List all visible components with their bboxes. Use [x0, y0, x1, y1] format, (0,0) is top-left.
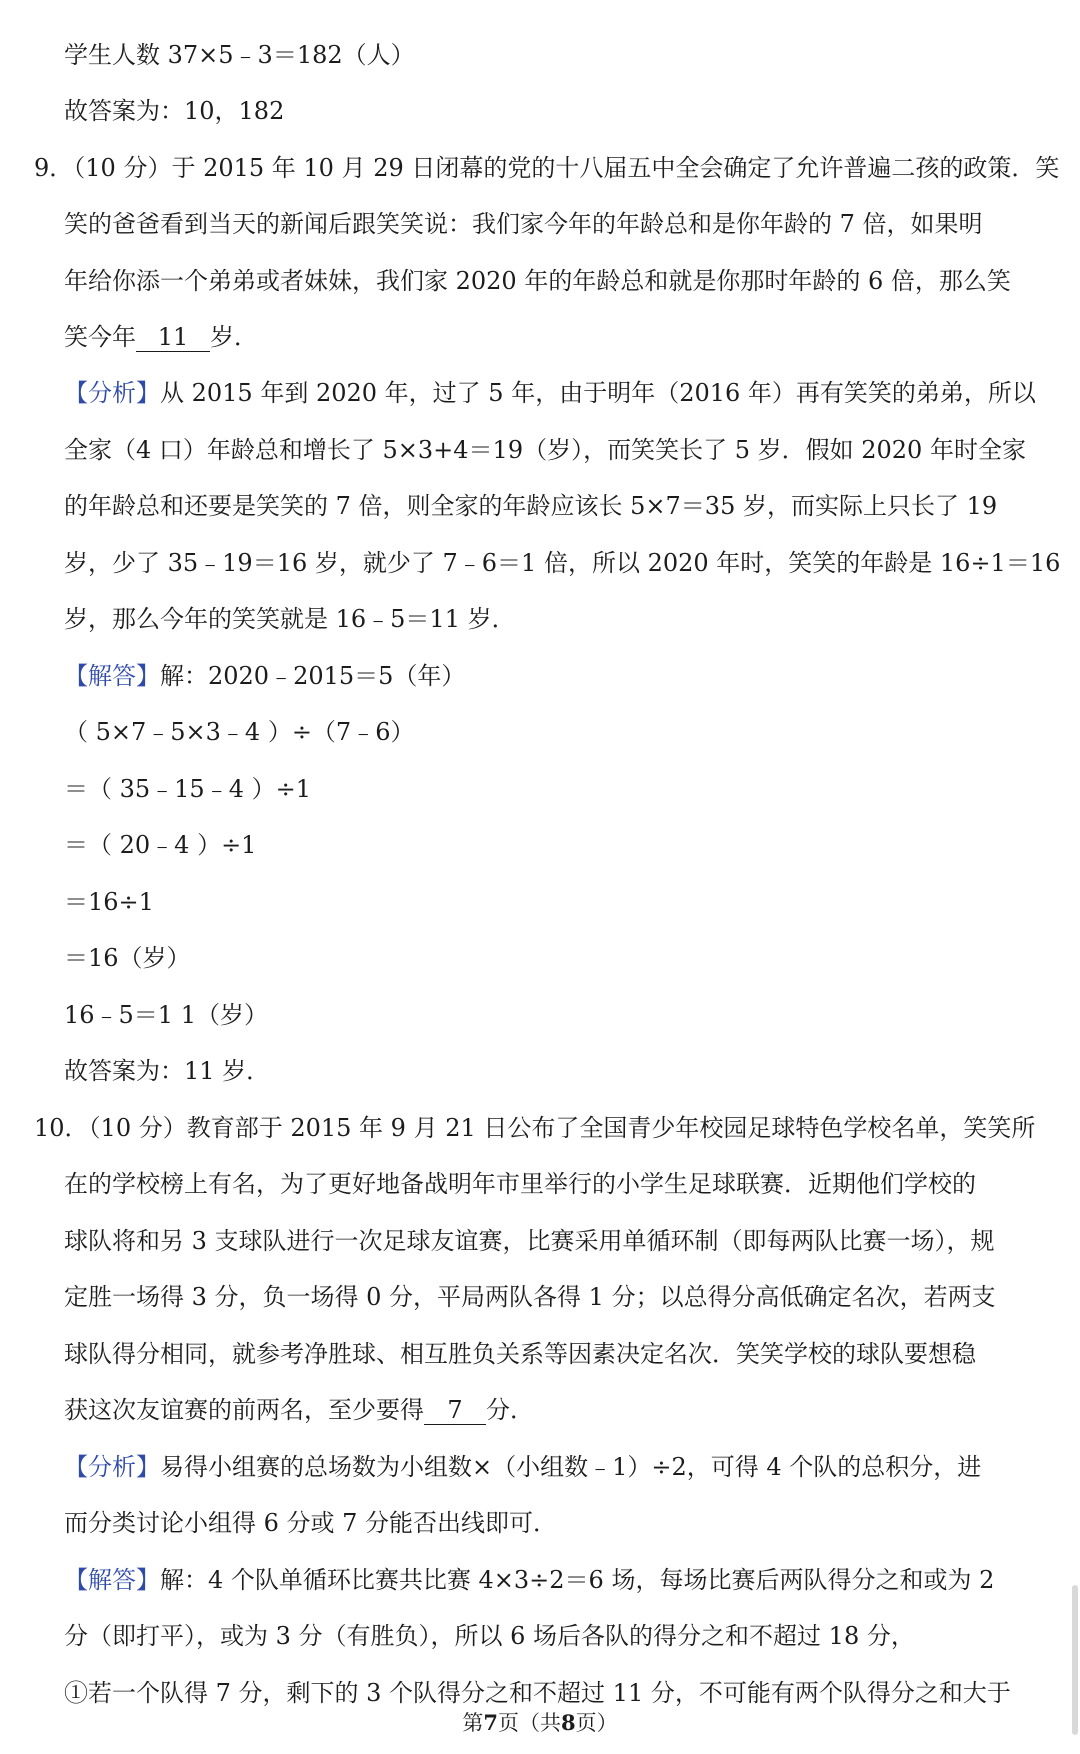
- q10-answer-blank: 7: [424, 1396, 486, 1425]
- q9-analysis-line: 【分析】从 2015 年到 2020 年，过了 5 年，由于明年（2016 年）再有笑笑的弟弟，所以: [64, 379, 1036, 407]
- analysis-tag: 【分析】: [64, 379, 160, 407]
- total-pages: 8: [561, 1710, 576, 1735]
- q10-number: 10．: [34, 1114, 89, 1142]
- text-line: 球队将和另 3 支球队进行一次足球友谊赛，比赛采用单循环制（即每两队比赛一场），规: [64, 1227, 995, 1255]
- math-line: ＝（ 35﹣15﹣4 ）÷1: [64, 775, 311, 803]
- math-line: （ 5×7﹣5×3﹣4 ）÷（7﹣6）: [64, 718, 415, 746]
- math-line: ＝16（岁）: [64, 944, 191, 972]
- math-line: 16﹣5＝1 1（岁）: [64, 1001, 268, 1029]
- q9-answer-line: 笑今年 11 岁．: [64, 323, 258, 351]
- text-line: 岁，那么今年的笑笑就是 16﹣5＝11 岁．: [64, 605, 516, 633]
- q10-analysis-line: 【分析】易得小组赛的总场数为小组数×（小组数﹣1）÷2，可得 4 个队的总积分，进: [64, 1453, 982, 1481]
- text-line: 年给你添一个弟弟或者妹妹，我们家 2020 年的年龄总和就是你那时年龄的 6 倍，那么笑: [64, 267, 1011, 295]
- q10-solution-line: 【解答】解：4 个队单循环比赛共比赛 4×3÷2＝6 场，每场比赛后两队得分之和或为 2: [64, 1566, 995, 1594]
- q9-first-line: 9．（10 分）于 2015 年 10 月 29 日闭幕的党的十八届五中全会确定了允许普遍二孩的政策．笑: [34, 154, 1060, 182]
- q9-solution-line: 【解答】解：2020﹣2015＝5（年）: [64, 662, 466, 690]
- q10-first-line: 10．（10 分）教育部于 2015 年 9 月 21 日公布了全国青少年校园足球特色学校名单，笑笑所: [34, 1114, 1036, 1142]
- q10-answer-line: 获这次友谊赛的前两名，至少要得 7 分．: [64, 1396, 534, 1424]
- text-line: 在的学校榜上有名，为了更好地备战明年市里举行的小学生足球联赛．近期他们学校的: [64, 1170, 976, 1198]
- text-line: 学生人数 37×5﹣3＝182（人）: [64, 41, 415, 69]
- text-line: 球队得分相同，就参考净胜球、相互胜负关系等因素决定名次．笑笑学校的球队要想稳: [64, 1340, 976, 1368]
- scrollbar[interactable]: [1072, 1585, 1078, 1735]
- q9-answer-blank: 11: [136, 323, 210, 352]
- text-line: 全家（4 口）年龄总和增长了 5×3+4＝19（岁），而笑笑长了 5 岁．假如 2020 年时全家: [64, 436, 1026, 464]
- math-line: ＝16÷1: [64, 888, 154, 916]
- text-line: ①若一个队得 7 分，剩下的 3 个队得分之和不超过 11 分，不可能有两个队得分之和大于: [64, 1679, 1011, 1707]
- page-footer: 第7页（共8页）: [462, 1710, 618, 1735]
- analysis-tag: 【分析】: [64, 1453, 160, 1481]
- solution-tag: 【解答】: [64, 662, 160, 690]
- text-line: 定胜一场得 3 分，负一场得 0 分，平局两队各得 1 分；以总得分高低确定名次，若两支: [64, 1283, 996, 1311]
- text-line: 分（即打平），或为 3 分（有胜负），所以 6 场后各队的得分之和不超过 18 分，: [64, 1622, 915, 1650]
- text-line: 故答案为：11 岁．: [64, 1057, 271, 1085]
- text-line: 故答案为：10，182: [64, 97, 285, 125]
- current-page: 7: [483, 1710, 498, 1735]
- text-line: 而分类讨论小组得 6 分或 7 分能否出线即可．: [64, 1509, 558, 1537]
- solution-tag: 【解答】: [64, 1566, 160, 1594]
- text-line: 笑的爸爸看到当天的新闻后跟笑笑说：我们家今年的年龄总和是你年龄的 7 倍，如果明: [64, 210, 983, 238]
- q9-number: 9．: [34, 154, 74, 182]
- math-line: ＝（ 20﹣4 ）÷1: [64, 831, 257, 859]
- text-line: 岁，少了 35﹣19＝16 岁，就少了 7﹣6＝1 倍，所以 2020 年时，笑笑的年龄是 16÷1＝16: [64, 549, 1061, 577]
- text-line: 的年龄总和还要是笑笑的 7 倍，则全家的年龄应该长 5×7＝35 岁，而实际上只长了 19: [64, 492, 998, 520]
